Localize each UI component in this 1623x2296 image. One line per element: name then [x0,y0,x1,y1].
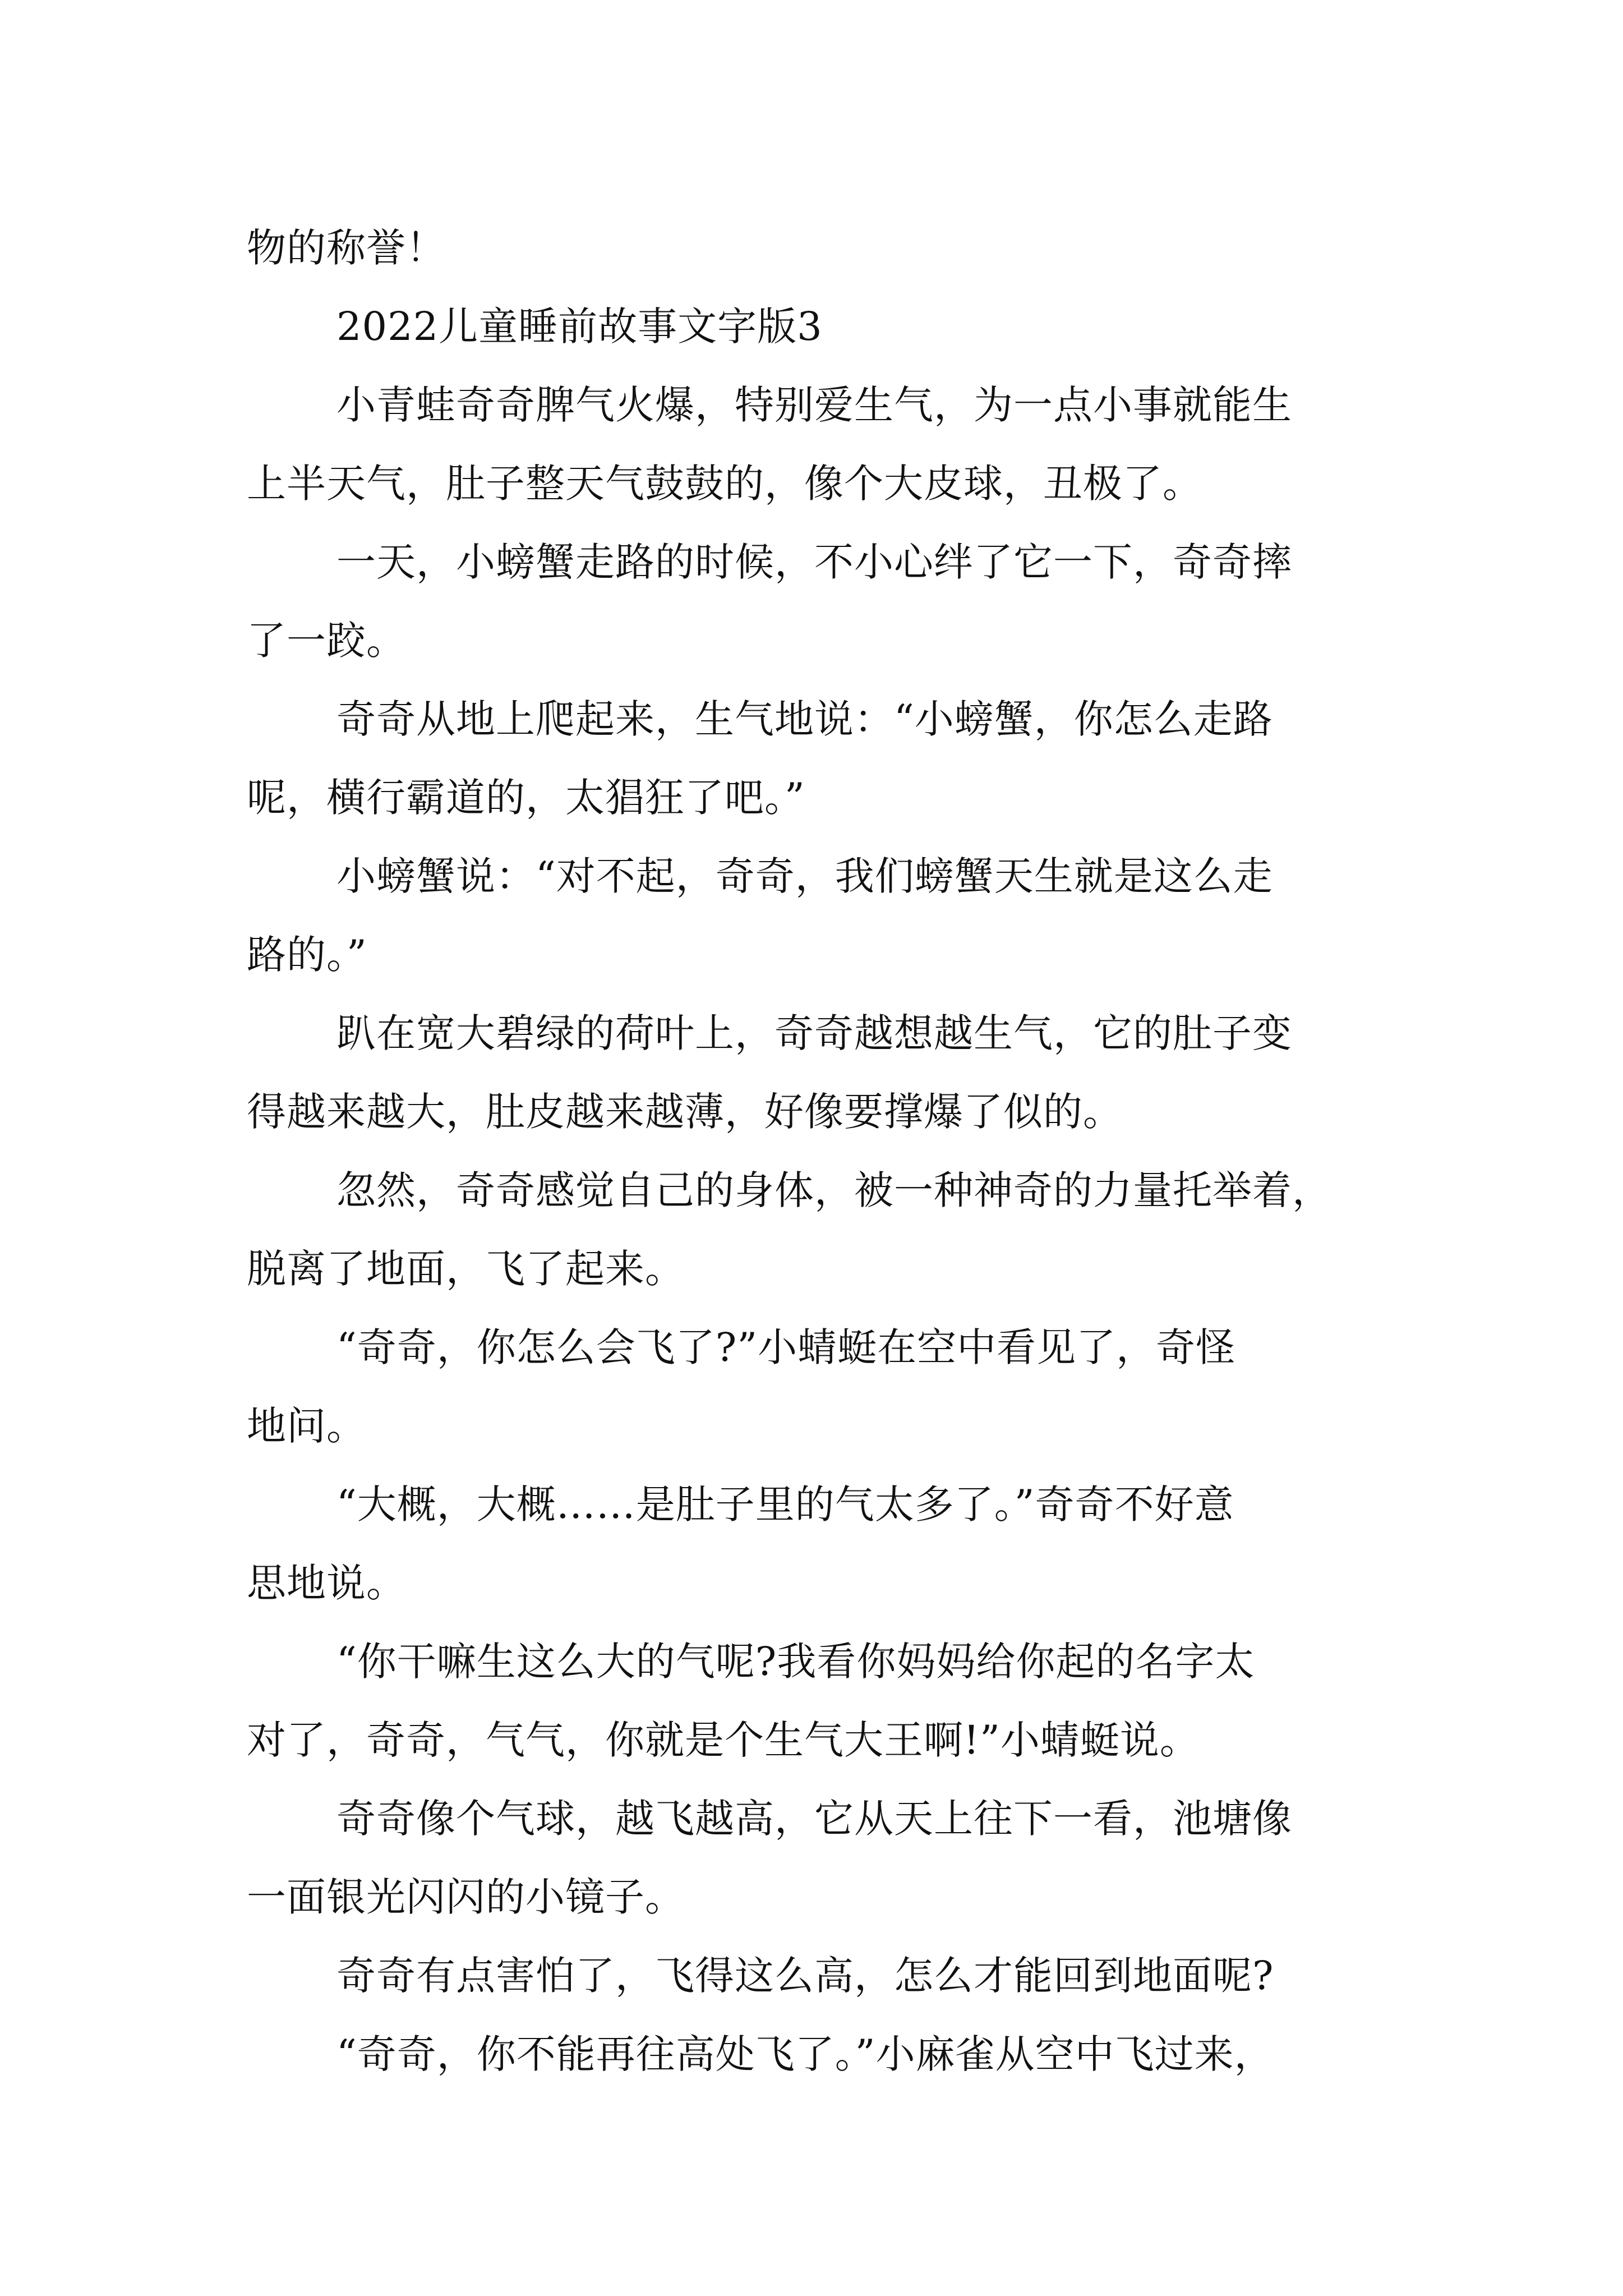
text-line: 一天，小螃蟹走路的时候，不小心绊了它一下，奇奇摔 [336,539,1292,585]
text-line: 地问。 [247,1403,366,1449]
text-line: 奇奇有点害怕了，飞得这么高，怎么才能回到地面呢? [336,1953,1274,1999]
text-line: “奇奇，你怎么会飞了?”小蜻蜓在空中看见了，奇怪 [336,1324,1236,1370]
text-line: 奇奇像个气球，越飞越高，它从天上往下一看，池塘像 [336,1796,1292,1842]
text-line: 忽然，奇奇感觉自己的身体，被一种神奇的力量托举着， [336,1167,1332,1213]
section-heading: 2022儿童睡前故事文字版3 [336,303,823,349]
text-line: 路的。” [247,932,367,978]
story-text [247,209,1389,2093]
text-line: 小青蛙奇奇脾气火爆，特别爱生气，为一点小事就能生 [336,382,1292,428]
text-line: 了一跤。 [247,618,406,664]
text-line: 思地说。 [247,1560,406,1606]
text-line: 上半天气，肚子整天气鼓鼓的，像个大皮球，丑极了。 [247,461,1202,507]
text-line: 脱离了地面，飞了起来。 [247,1246,685,1292]
text-line: 物的称誉！ [247,225,446,271]
text-line: 一面银光闪闪的小镜子。 [247,1874,685,1920]
text-line: “大概，大概……是肚子里的气太多了。”奇奇不好意 [336,1481,1234,1527]
text-line: 小螃蟹说：“对不起，奇奇，我们螃蟹天生就是这么走 [336,853,1273,899]
text-line: 得越来越大，肚皮越来越薄，好像要撑爆了似的。 [247,1089,1123,1135]
text-line: 对了，奇奇，气气，你就是个生气大王啊!”小蜻蜓说。 [247,1717,1200,1763]
text-line: “奇奇，你不能再往高处飞了。”小麻雀从空中飞过来， [336,2031,1274,2077]
text-line: 趴在宽大碧绿的荷叶上，奇奇越想越生气，它的肚子变 [336,1010,1292,1056]
text-line: 呢，横行霸道的，太猖狂了吧。” [247,775,805,821]
text-line: 奇奇从地上爬起来，生气地说：“小螃蟹，你怎么走路 [336,696,1273,742]
text-line: “你干嘛生这么大的气呢?我看你妈妈给你起的名字太 [336,1639,1255,1685]
